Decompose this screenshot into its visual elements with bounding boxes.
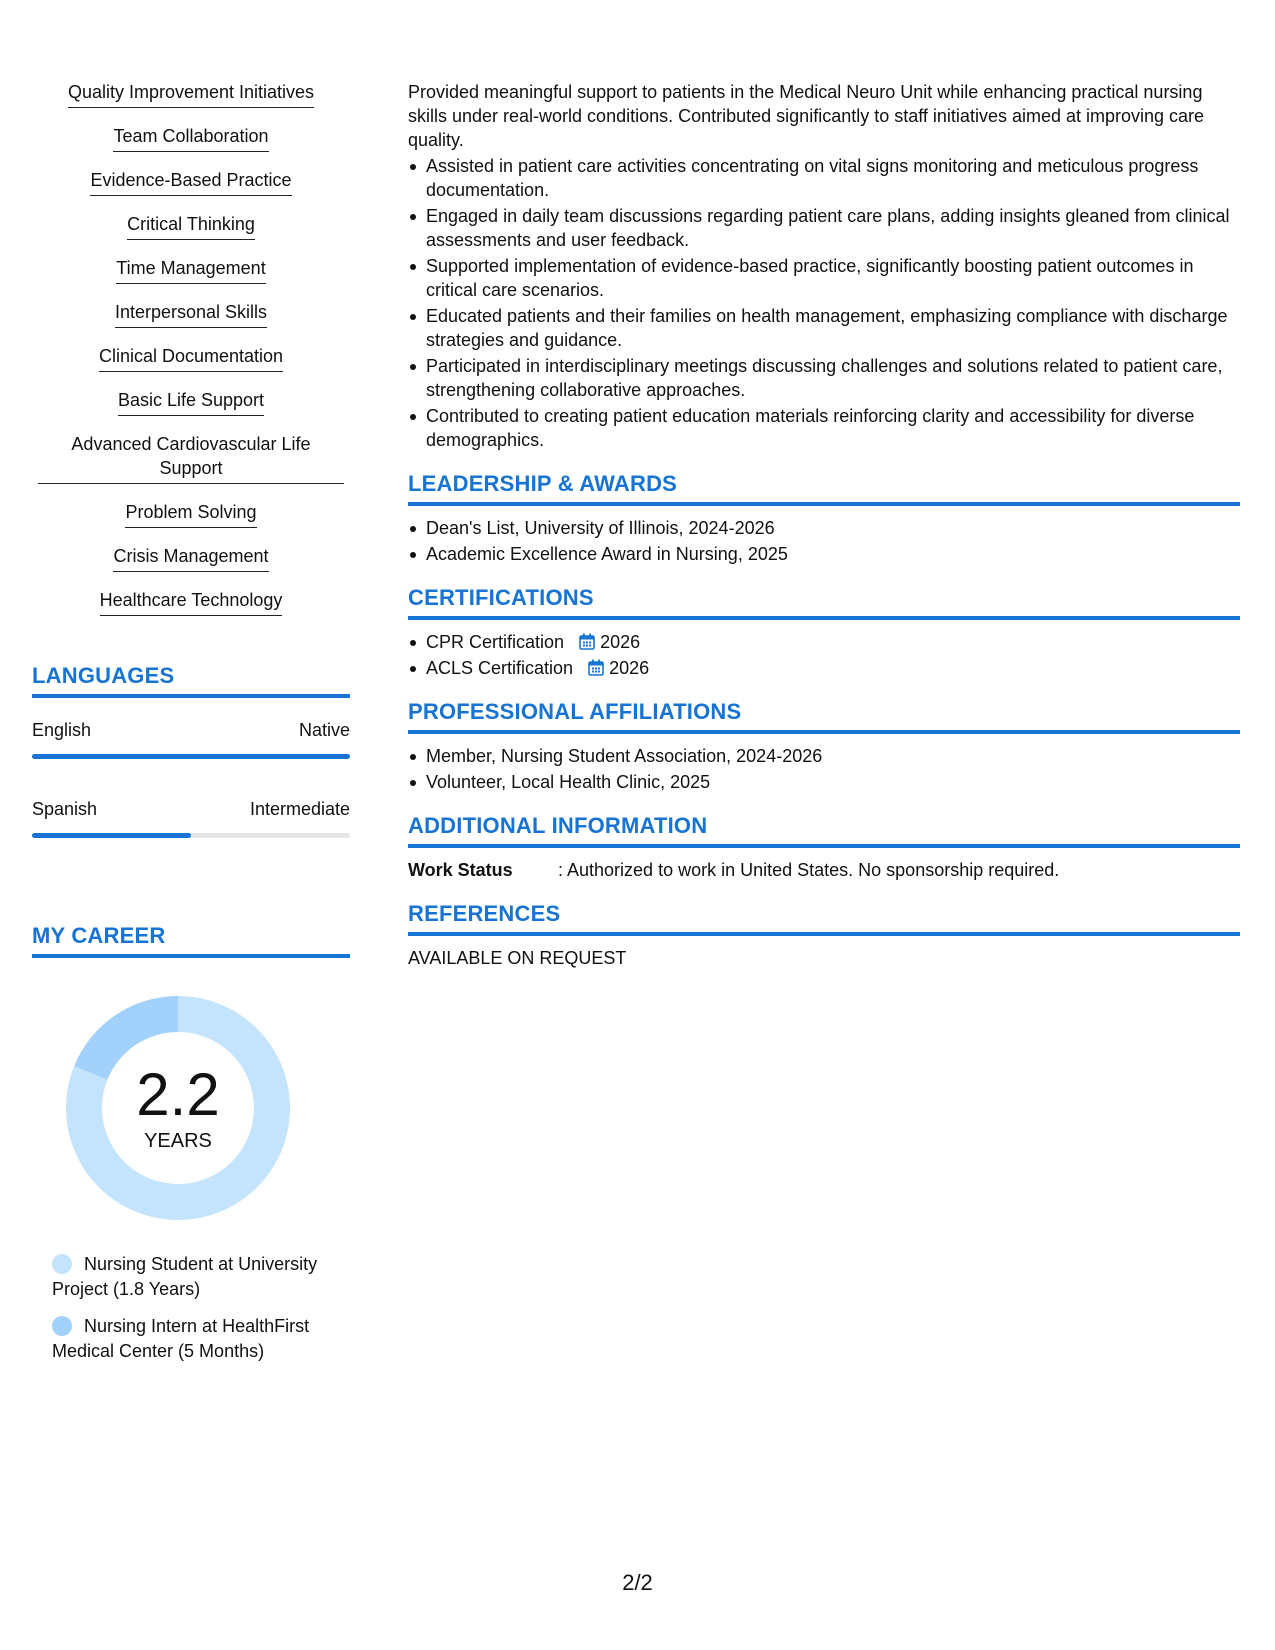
legend-dot [52, 1254, 72, 1274]
career-legend [32, 1252, 350, 1364]
cert-year: 2026 [609, 658, 650, 678]
list-item: Member, Nursing Student Association, 2024-2026 [408, 744, 1240, 768]
languages-section [32, 662, 350, 838]
legend-item: Nursing Student at University Project (1.8 Years) [52, 1254, 318, 1299]
skill-item: Time Management [32, 256, 350, 284]
language-bar-fill [32, 833, 191, 838]
language-bar-fill [32, 754, 350, 759]
info-value: : Authorized to work in United States. No sponsorship required. [558, 860, 1060, 880]
career-total: 2.2 [136, 1061, 220, 1128]
skills-list [32, 80, 350, 616]
skill-item: Quality Improvement Initiatives [32, 80, 350, 108]
cert-name: CPR Certification [426, 632, 565, 652]
calendar-icon [588, 659, 604, 676]
page-number: 2/2 [622, 1570, 653, 1595]
left-column [32, 80, 350, 1376]
legend-dot [52, 1316, 72, 1336]
skill-item: Interpersonal Skills [32, 300, 350, 328]
list-item: Supported implementation of evidence-based practice, significantly boosting patient outcomes in critical care scenarios. [408, 254, 1240, 302]
additional-title: ADDITIONAL INFORMATION [408, 812, 1240, 848]
cert-year: 2026 [600, 632, 641, 652]
skill-item: Clinical Documentation [32, 344, 350, 372]
list-item [408, 656, 1240, 680]
language-name: Spanish [32, 799, 98, 819]
language-level: Intermediate [249, 799, 350, 819]
donut-center [66, 996, 290, 1220]
certifications-title: CERTIFICATIONS [408, 584, 1240, 620]
list-item: Educated patients and their families on health management, emphasizing compliance with discharge strategies and guidance. [408, 304, 1240, 352]
language-item [32, 718, 350, 759]
references-section [408, 900, 1240, 970]
language-bar [32, 833, 350, 838]
languages-title: LANGUAGES [32, 662, 350, 698]
affiliations-title: PROFESSIONAL AFFILIATIONS [408, 698, 1240, 734]
references-title: REFERENCES [408, 900, 1240, 936]
skill-item: Advanced Cardiovascular Life Support [32, 432, 350, 484]
experience-summary: Provided meaningful support to patients in the Medical Neuro Unit while enhancing practical nursing skills under real-world conditions. Contributed significantly to staff initiatives aimed at improving care quality. [408, 82, 1205, 150]
cert-name: ACLS Certification [426, 658, 574, 678]
career-unit: YEARS [144, 1130, 212, 1152]
experience-bullets [408, 154, 1240, 452]
skill-item: Evidence-Based Practice [32, 168, 350, 196]
skill-item: Critical Thinking [32, 212, 350, 240]
list-item: Engaged in daily team discussions regarding patient care plans, adding insights gleaned from clinical assessments and user feedback. [408, 204, 1240, 252]
additional-section [408, 812, 1240, 882]
info-key: Work Status [408, 860, 513, 880]
list-item: Contributed to creating patient education materials reinforcing clarity and accessibility for diverse demographics. [408, 404, 1240, 452]
language-level: Native [298, 720, 350, 740]
career-title: MY CAREER [32, 922, 350, 958]
legend-item: Nursing Intern at HealthFirst Medical Center (5 Months) [52, 1316, 310, 1361]
list-item: Assisted in patient care activities concentrating on vital signs monitoring and meticulous progress documentation. [408, 154, 1240, 202]
calendar-icon [579, 633, 595, 650]
certifications-section [408, 584, 1240, 680]
language-item [32, 797, 350, 838]
skill-item: Crisis Management [32, 544, 350, 572]
language-bar [32, 754, 350, 759]
career-donut [32, 990, 350, 1230]
skill-item: Problem Solving [32, 500, 350, 528]
list-item: Dean's List, University of Illinois, 2024-2026 [408, 516, 1240, 540]
leadership-section [408, 470, 1240, 566]
skill-item: Team Collaboration [32, 124, 350, 152]
work-status-row [408, 858, 1240, 882]
list-item: Volunteer, Local Health Clinic, 2025 [408, 770, 1240, 794]
skill-item: Basic Life Support [32, 388, 350, 416]
right-column [408, 80, 1240, 970]
leadership-title: LEADERSHIP & AWARDS [408, 470, 1240, 506]
career-section [32, 922, 350, 1364]
list-item: Academic Excellence Award in Nursing, 2025 [408, 542, 1240, 566]
list-item [408, 630, 1240, 654]
references-text: AVAILABLE ON REQUEST [408, 948, 627, 968]
language-name: English [32, 720, 92, 740]
skill-item: Healthcare Technology [32, 588, 350, 616]
list-item: Participated in interdisciplinary meetings discussing challenges and solutions related to patient care, strengthening collaborative approaches. [408, 354, 1240, 402]
affiliations-section [408, 698, 1240, 794]
